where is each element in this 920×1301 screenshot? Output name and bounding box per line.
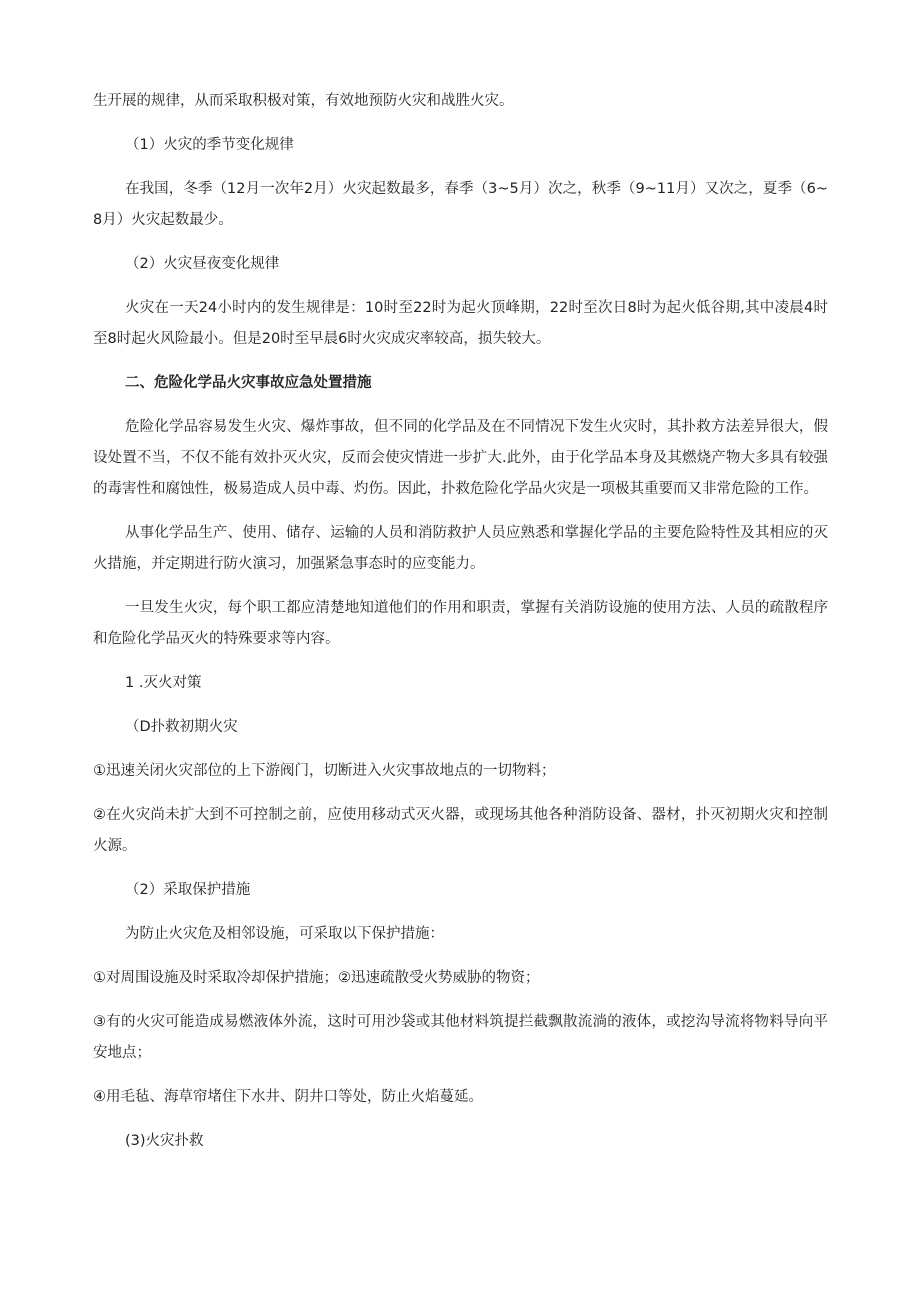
subheading-firefighting-strategy: 1 .灭火对策 bbox=[125, 675, 202, 691]
subheading-seasonal-pattern: （1）火灾的季节变化规律 bbox=[125, 137, 294, 153]
paragraph-intro-continuation: 生开展的规律，从而采取积极对策，有效地预防火灾和战胜火灾。 bbox=[93, 93, 514, 109]
paragraph-seasonal-pattern: 在我国，冬季（12月一次年2月）火灾起数最多，春季（3~5月）次之，秋季（9~11月）又次之，夏季（6~8月）火灾起数最少。 bbox=[93, 181, 828, 228]
paragraph-staff-responsibilities: 一旦发生火灾，每个职工都应清楚地知道他们的作用和职责，掌握有关消防设施的使用方法、人员的疏散程序和危险化学品灭火的特殊要求等内容。 bbox=[93, 600, 828, 647]
subheading-fire-suppression: (3)火灾扑救 bbox=[125, 1133, 204, 1149]
list-item-close-valves: ①迅速关闭火灾部位的上下游阀门，切断进入火灾事故地点的一切物料； bbox=[93, 763, 556, 779]
paragraph-personnel-requirements: 从事化学品生产、使用、储存、运输的人员和消防救护人员应熟悉和掌握化学品的主要危险特性及其相应的灭火措施，并定期进行防火演习，加强紧急事态时的应变能力。 bbox=[93, 525, 828, 572]
paragraph-day-night-pattern: 火灾在一天24小时内的发生规律是：10时至22时为起火顶峰期，22时至次日8时为起火低谷期,其中凌晨4时至8时起火风险最小。但是20时至早晨6时火灾成灾率较高，损失较大。 bbox=[93, 300, 828, 347]
document-body bbox=[93, 86, 828, 1157]
subheading-protective-measures: （2）采取保护措施 bbox=[125, 882, 251, 898]
section-heading-emergency-measures: 二、危险化学品火灾事故应急处置措施 bbox=[125, 375, 372, 391]
paragraph-hazard-overview: 危险化学品容易发生火灾、爆炸事故，但不同的化学品及在不同情况下发生火灾时，其扑救方法差异很大，假设处置不当，不仅不能有效扑灭火灾，反而会使灾情进一步扩大.此外，由于化学品本身及其燃烧产物大多具有较强的毒害性和腐蚀性，极易造成人员中毒、灼伤。因此，扑救危险化学品火灾是一项极其重要而又非常危险的工作。 bbox=[93, 419, 828, 497]
paragraph-protective-intro: 为防止火灾危及相邻设施，可采取以下保护措施： bbox=[125, 926, 444, 942]
subheading-day-night-pattern: （2）火灾昼夜变化规律 bbox=[125, 256, 280, 272]
subheading-initial-fire: （D扑救初期火灾 bbox=[125, 719, 238, 735]
list-item-extinguish-early: ②在火灾尚未扩大到不可控制之前，应使用移动式灭火器，或现场其他各种消防设备、器材，扑灭初期火灾和控制火源。 bbox=[93, 807, 828, 854]
list-item-liquid-containment: ③有的火灾可能造成易燃液体外流，这时可用沙袋或其他材料筑提拦截飘散流淌的液体，或挖沟导流将物料导向平安地点； bbox=[93, 1014, 828, 1061]
list-item-cooling-evacuation: ①对周围设施及时采取冷却保护措施；②迅速疏散受火势威胁的物资； bbox=[93, 970, 540, 986]
list-item-block-drains: ④用毛毡、海草帘堵住下水井、阴井口等处，防止火焰蔓延。 bbox=[93, 1089, 483, 1105]
